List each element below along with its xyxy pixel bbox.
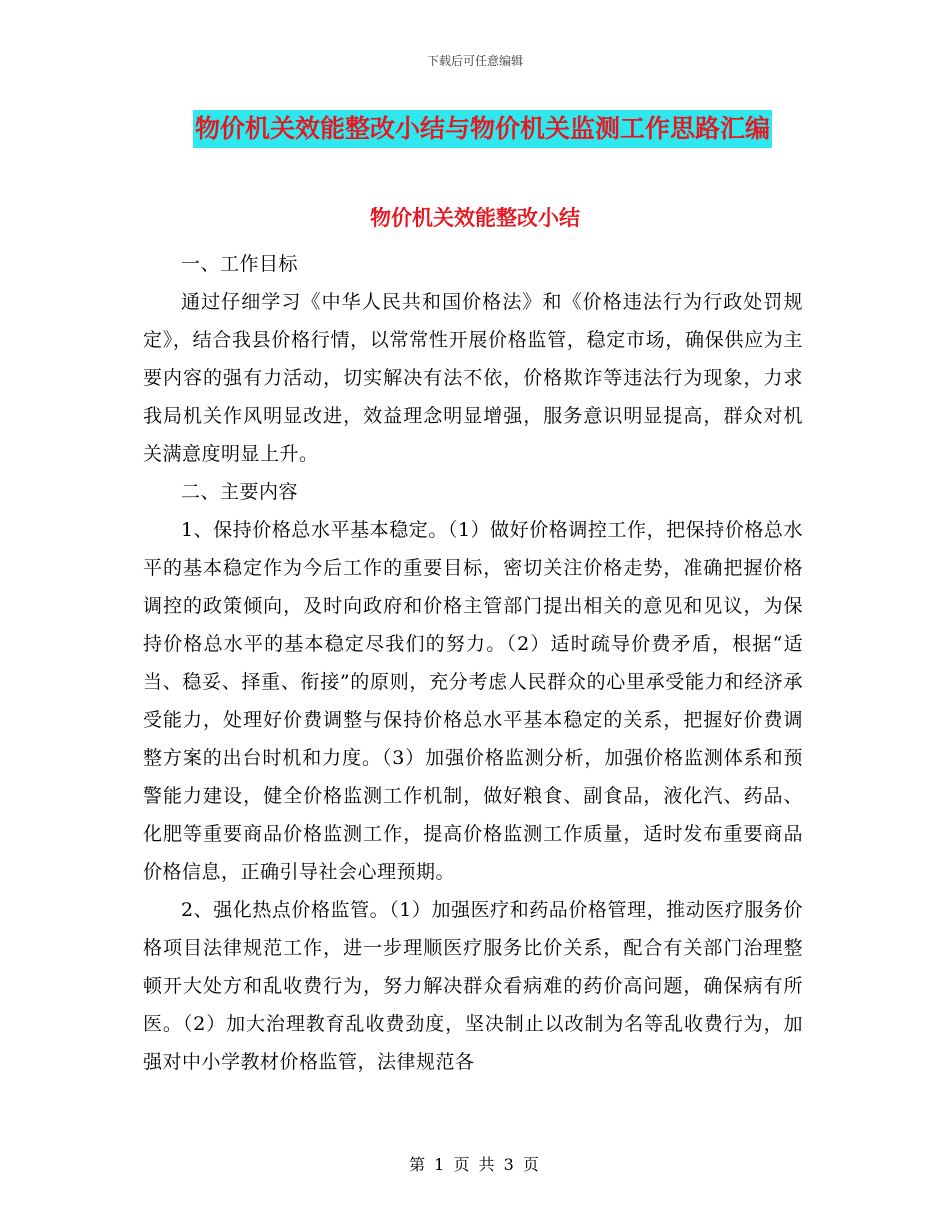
page-header-note: 下载后可任意编辑 (426, 54, 523, 68)
document-main-title: 物价机关效能整改小结与物价机关监测工作思路汇编 (193, 110, 772, 148)
page-number-footer: 第 1 页 共 3 页 (409, 1155, 541, 1174)
document-title-container (193, 110, 772, 148)
paragraph-work-goal: 通过仔细学习《中华人民共和国价格法》和《价格违法行为行政处罚规定》，结合我县价格行情，以常常性开展价格监管，稳定市场，确保供应为主要内容的强有力活动，切实解决有法不依，价格欺诈等违法行为现象，力求我局机关作风明显改进，效益理念明显增强，服务意识明显提高，群众对机关满意度明显上升。 (143, 291, 803, 465)
paragraph-price-stability: 1、保持价格总水平基本稳定。（1）做好价格调控工作，把保持价格总水平的基本稳定作为今后工作的重要目标，密切关注价格走势，准确把握价格调控的政策倾向，及时向政府和价格主管部门提出相关的意见和见议，为保持价格总水平的基本稳定尽我们的努力。（2）适时疏导价费矛盾，根据“适当、稳妥、择重、衔接”的原则，充分考虑人民群众的心里承受能力和经济承受能力，处理好价费调整与保持价格总水平基本稳定的关系，把握好价费调整方案的出台时机和力度。（3）加强价格监测分析，加强价格监测体系和预警能力建设，健全价格监测工作机制，做好粮食、副食品，液化汽、药品、化肥等重要商品价格监测工作，提高价格监测工作质量，适时发布重要商品价格信息，正确引导社会心理预期。 (143, 519, 803, 883)
heading-work-goal: 一、工作目标 (181, 253, 299, 275)
document-body (143, 245, 803, 1081)
heading-main-content: 二、主要内容 (181, 481, 299, 503)
section-title: 物价机关效能整改小结 (370, 205, 580, 230)
paragraph-hotspot-supervision: 2、强化热点价格监管。（1）加强医疗和药品价格管理，推动医疗服务价格项目法律规范工作，进一步理顺医疗服务比价关系，配合有关部门治理整顿开大处方和乱收费行为，努力解决群众看病难的药价高问题，确保病有所医。（2）加大治理教育乱收费劲度，坚决制止以改制为名等乱收费行为，加强对中小学教材价格监管，法律规范各 (143, 899, 803, 1073)
